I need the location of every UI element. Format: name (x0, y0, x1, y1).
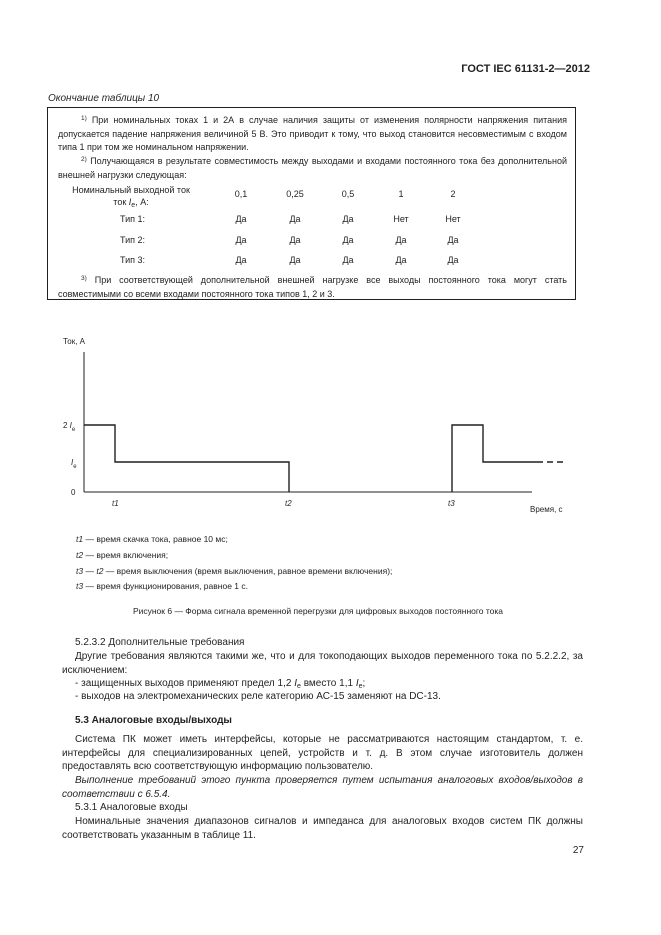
section-53-paragraph-1: Система ПК может иметь интерфейсы, которые не рассматриваются настоящим стандартом, т. е. интерфейсы для специализированных цепей, устройств и т. д. В этом случае изготовитель должен предоставлять всю соответствующую информацию пользователю. (62, 734, 583, 772)
section-5232-heading: 5.2.3.2 Дополнительные требования (75, 637, 245, 648)
note-1-text: При номинальных токах 1 и 2А в случае наличия защиты от изменения полярности напряжения питания допускается падение напряжения величиной 5 В. Это приводит к тому, что выход становится несовместимым с входом типа 1 при том же номинальном напряжении. (58, 115, 567, 152)
compat-current-0: 0,1 (234, 189, 248, 199)
compat-cell: Да (447, 235, 459, 245)
bullet-text: вместо 1,1 (300, 678, 356, 689)
compat-cell: Да (235, 235, 247, 245)
compat-cell: Да (395, 255, 407, 265)
x-tick-t1: t1 (112, 499, 119, 508)
legend-term: t3 (76, 566, 84, 576)
legend-term: t2 (96, 566, 104, 576)
legend-term: t3 (76, 581, 84, 591)
section-531-paragraph: Номинальные значения диапазонов сигналов и импеданса для аналоговых входов систем ПК должны соответствовать указанным в таблице 11. (62, 816, 583, 841)
ie-sub: e (297, 683, 301, 690)
note-1-mark: 1) (81, 115, 87, 122)
section-531-heading: 5.3.1 Аналоговые входы (75, 802, 188, 813)
signal-pulse-1 (84, 425, 289, 492)
compat-current-4: 2 (450, 189, 456, 199)
figure-caption: Рисунок 6 — Форма сигнала временной перегрузки для цифровых выходов постоянного тока (132, 606, 504, 616)
compat-header-suffix: , А: (135, 197, 149, 207)
compat-cell: Да (447, 255, 459, 265)
compat-cell: Да (289, 214, 301, 224)
compat-cell: Да (342, 235, 354, 245)
compat-header-symbol: I (128, 197, 132, 207)
legend-item-t3-t2 (76, 566, 392, 576)
page-number: 27 (572, 845, 584, 856)
document-standard-id: ГОСТ IEC 61131-2—2012 (461, 63, 590, 75)
compat-header-line2-prefix: ток (113, 197, 129, 207)
legend-text: — (83, 566, 97, 576)
compat-cell: Да (395, 235, 407, 245)
ie-symbol: I (355, 678, 359, 689)
compat-current-3: 1 (398, 189, 404, 199)
ie-sub: e (358, 683, 363, 690)
compat-row-label: Тип 1: (119, 214, 145, 224)
y-tick-zero: 0 (71, 488, 76, 497)
compat-cell: Да (235, 255, 247, 265)
ie-symbol: I (294, 678, 298, 689)
note-2-mark: 2) (81, 156, 87, 163)
compat-cell: Да (342, 214, 354, 224)
bullet-text: ; (362, 678, 366, 689)
legend-item-t3 (76, 581, 248, 591)
note-2-text: Получающаяся в результате совместимость между выходами и входами постоянного тока без дополнительной внешней нагрузки следующая: (58, 156, 567, 180)
legend-text: — время скачка тока, равное 10 мс; (83, 534, 228, 544)
x-axis-label: Время, с (530, 505, 563, 514)
note-3-mark: 3) (81, 275, 87, 282)
compat-cell: Нет (445, 214, 461, 224)
section-5232-paragraph: Другие требования являются такими же, что и для токоподающих выходов переменного тока по 5.2.2.2, за исключением: (62, 651, 583, 676)
bullet-text: - защищенных выходов применяют предел 1,2 (75, 678, 295, 689)
compat-current-1: 0,25 (286, 189, 304, 199)
compat-cell: Да (289, 255, 301, 265)
compat-cell: Нет (393, 214, 409, 224)
legend-text: — время функционирования, равное 1 с. (83, 581, 248, 591)
legend-item-t2 (76, 550, 168, 560)
bullet-relay-outputs: - выходов на электромеханических реле категорию АС-15 заменяют на DC-13. (75, 691, 441, 702)
table-continuation-caption: Окончание таблицы 10 (48, 93, 160, 104)
y-tick-ie: $I_e$ (71, 458, 77, 470)
legend-term: t1 (76, 534, 84, 544)
legend-term: t2 (76, 550, 84, 560)
signal-pulse-2 (452, 425, 537, 492)
compat-header-line1: Номинальный выходной ток (72, 185, 190, 195)
y-axis-label: Ток, А (63, 337, 85, 346)
note-3-text: При соответствующей дополнительной внешней нагрузке все выходы постоянного тока могут стать совместимыми со всеми входами постоянного тока типов 1, 2 и 3. (58, 275, 567, 299)
y-tick-2ie: 2 $I_e$ (63, 421, 76, 433)
compat-row-label: Тип 2: (119, 235, 145, 245)
compat-current-2: 0,5 (341, 189, 355, 199)
x-tick-t3: t3 (448, 499, 455, 508)
compat-cell: Да (289, 235, 301, 245)
legend-item-t1 (76, 534, 228, 544)
legend-text: — время выключения (время выключения, равное времени включения); (103, 566, 393, 576)
compat-header-sub: e (131, 202, 136, 209)
section-53-check-paragraph: Выполнение требований этого пункта проверяется путем испытания аналоговых входов/выходов в соответствии с 6.5.4. (62, 775, 583, 800)
compat-cell: Да (342, 255, 354, 265)
compat-row-label: Тип 3: (119, 255, 145, 265)
compat-cell: Да (235, 214, 247, 224)
section-53-heading: 5.3 Аналоговые входы/выходы (75, 715, 232, 726)
legend-text: — время включения; (83, 550, 169, 560)
x-tick-t2: t2 (285, 499, 292, 508)
